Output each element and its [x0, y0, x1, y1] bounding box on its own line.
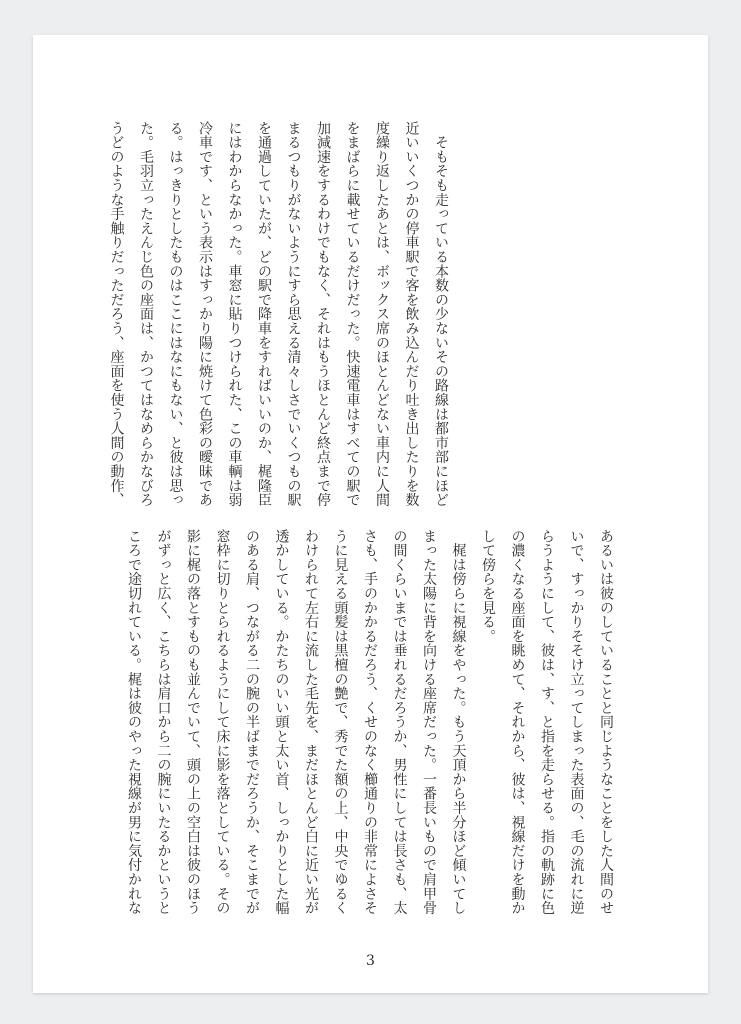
text-column: うに見える頭髪は黒檀の艶で、秀でた額の上、中央でゆるく: [332, 529, 349, 916]
text-column: いで、すっかりそそけ立ってしまった表面の、毛の流れに逆: [568, 529, 585, 916]
text-block-upper: [101, 121, 455, 511]
text-column: 窓枠に切りとられるようにして床に影を落としている。その: [214, 529, 231, 916]
text-column: して傍らを見る。: [480, 529, 496, 644]
text-column: らうようにして、彼は、す、と指を走らせる。指の軌跡に色: [539, 529, 555, 916]
text-column: さも、手のかかるだろう、くせのなく櫛通りの非常によさそ: [362, 529, 378, 916]
text-column: 冷車です、という表示はすっかり陽に焼けて色彩の曖昧であ: [197, 121, 213, 508]
text-column: をまばらに載せているだけだった。快速電車はすべての駅で: [344, 121, 361, 508]
text-column: あるいは彼のしていることと同じようなことをした人間のせ: [598, 529, 614, 916]
text-column: わけられて左右に流した毛先を、まだほとんど白に近い光が: [303, 529, 319, 916]
text-column: る。はっきりとしたものはここにはなにもない、と彼は思っ: [167, 121, 184, 508]
text-column: 影に梶の落とすものも並んでいて、頭の上の空白は彼のほう: [185, 529, 201, 916]
text-column: まるつもりがないようにすら思える清々しさでいくつもの駅: [285, 121, 302, 508]
text-column: 透かしている。かたちのいい頭と太い首、しっかりとした幅: [273, 529, 290, 916]
text-column: 梶は傍らに視線をやった。もう天頂から半分ほど傾いてし: [450, 529, 467, 916]
page-number: 3: [366, 953, 375, 969]
text-column: 近いいくつかの停車駅で客を飲み込んだり吐き出したりを数: [403, 121, 420, 508]
text-column: 度繰り返したあとは、ボックス席のほとんどない車内に人間: [374, 121, 390, 508]
text-column: がずっと広く、こちらは肩口から二の腕にいたるかというと: [155, 529, 172, 916]
book-page: [33, 35, 708, 993]
text-column: にはわからなかった。車窓に貼りつけられた、この車輌は弱: [226, 121, 243, 508]
text-column: を通過していたが、どの駅で降車をすればいいのか、梶隆臣: [256, 121, 272, 508]
text-column: うどのような手触りだっただろう、座面を使う人間の動作、: [108, 121, 125, 508]
text-column: のある肩、つながる二の腕の半ばまでだろうか、そこまでが: [244, 529, 260, 916]
text-column: の濃くなる座面を眺めて、それから、彼は、視線だけを動か: [509, 529, 526, 916]
text-column: の間くらいまでは垂れるだろうか、男性にしては長さも、太: [391, 529, 408, 916]
text-column: た。毛羽立ったえんじ色の座面は、かつてはなめらかなびろ: [138, 121, 154, 508]
text-column: ころで途切れている。梶は彼のやった視線が男に気付かれな: [126, 529, 142, 916]
text-column: 加減速をするわけでもなく、それはもうほとんど終点まで停: [315, 121, 331, 508]
text-block-lower: [119, 529, 621, 919]
text-column: まった太陽に背を向ける座席だった。一番長いもので肩甲骨: [421, 529, 437, 916]
text-column: そもそも走っている本数の少ないその路線は都市部にほど: [433, 121, 449, 508]
